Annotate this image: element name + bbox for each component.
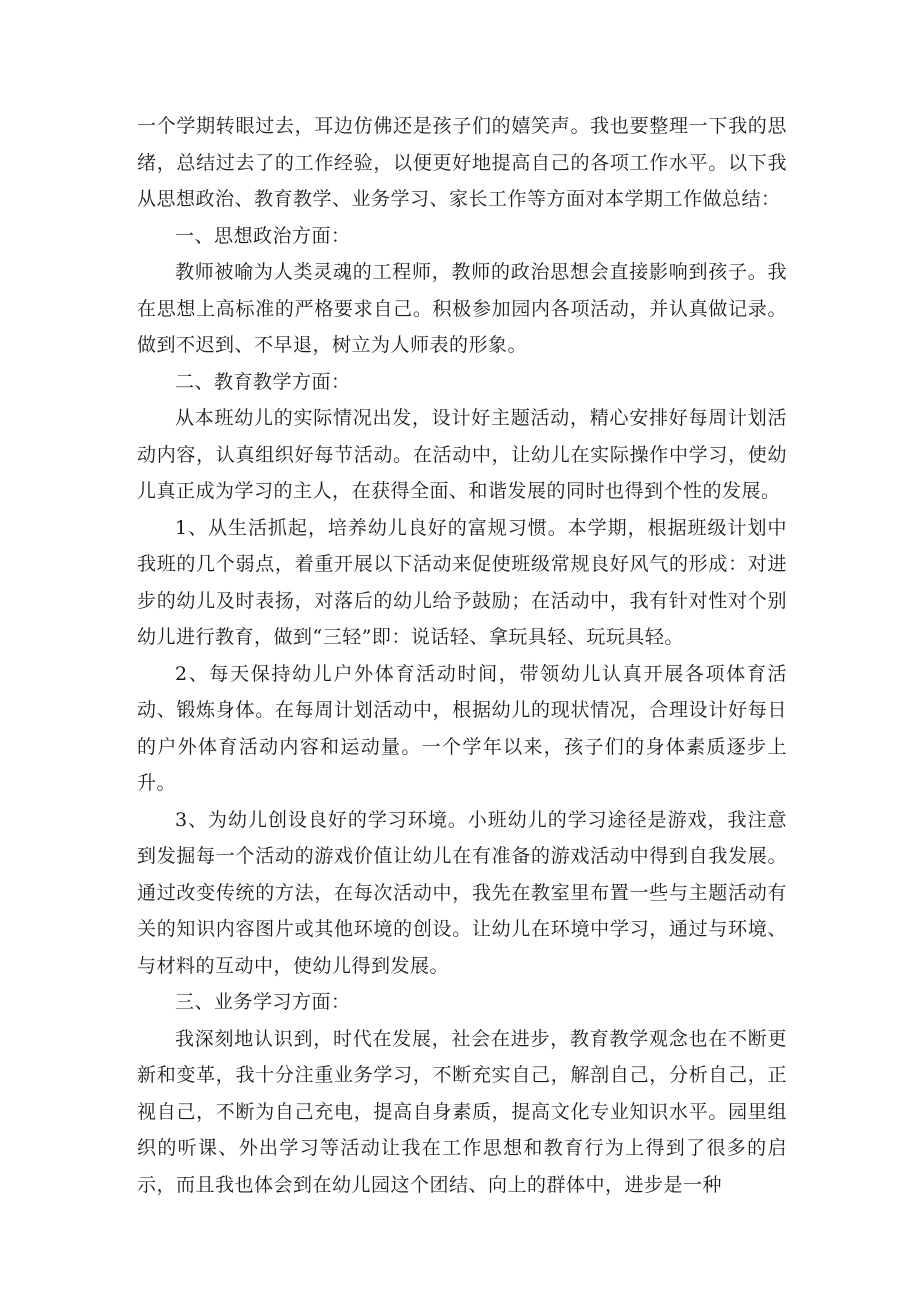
document-body — [137, 108, 787, 1203]
intro-paragraph: 一个学期转眼过去，耳边仿佛还是孩子们的嬉笑声。我也要整理一下我的思绪，总结过去了的工作经验，以便更好地提高自己的各项工作水平。以下我从思想政治、教育教学、业务学习、家长工作等方面对本学期工作做总结： — [137, 115, 787, 210]
section-heading-teaching: 二、教育教学方面： — [175, 370, 351, 393]
section-heading-political: 一、思想政治方面： — [175, 224, 351, 247]
body-paragraph: 2、每天保持幼儿户外体育活动时间，带领幼儿认真开展各项体育活动、锻炼身体。在每周计划活动中，根据幼儿的现状情况，合理设计好每日的户外体育活动内容和运动量。一个学年以来，孩子们的身体素质逐步上升。 — [137, 662, 787, 794]
body-paragraph: 我深刻地认识到，时代在发展，社会在进步，教育教学观念也在不断更新和变革，我十分注重业务学习，不断充实自己，解剖自己，分析自己，正视自己，不断为自己充电，提高自身素质，提高文化专业知识水平。园里组织的听课、外出学习等活动让我在工作思想和教育行为上得到了很多的启示，而且我也体会到在幼儿园这个团结、向上的群体中，进步是一种 — [137, 1027, 787, 1196]
body-paragraph: 1、从生活抓起，培养幼儿良好的富规习惯。本学期，根据班级计划中我班的几个弱点，着重开展以下活动来促使班级常规良好风气的形成：对进步的幼儿及时表扬，对落后的幼儿给予鼓励；在活动中，我有针对性对个别幼儿进行教育，做到“三轻”即：说话轻、拿玩具轻、玩玩具轻。 — [137, 516, 787, 648]
section-heading-professional: 三、业务学习方面： — [175, 991, 351, 1013]
body-paragraph: 3、为幼儿创设良好的学习环境。小班幼儿的学习途径是游戏，我注意到发掘每一个活动的游戏价值让幼儿在有准备的游戏活动中得到自我发展。通过改变传统的方法，在每次活动中，我先在教室里布置一些与主题活动有关的知识内容图片或其他环境的创设。让幼儿在环境中学习，通过与环境、与材料的互动中，使幼儿得到发展。 — [137, 808, 787, 977]
body-paragraph: 教师被喻为人类灵魂的工程师，教师的政治思想会直接影响到孩子。我在思想上高标准的严格要求自己。积极参加园内各项活动，并认真做记录。做到不迟到、不早退，树立为人师表的形象。 — [137, 261, 787, 356]
body-paragraph: 从本班幼儿的实际情况出发，设计好主题活动，精心安排好每周计划活动内容，认真组织好每节活动。在活动中，让幼儿在实际操作中学习，使幼儿真正成为学习的主人，在获得全面、和谐发展的同时也得到个性的发展。 — [137, 407, 787, 502]
